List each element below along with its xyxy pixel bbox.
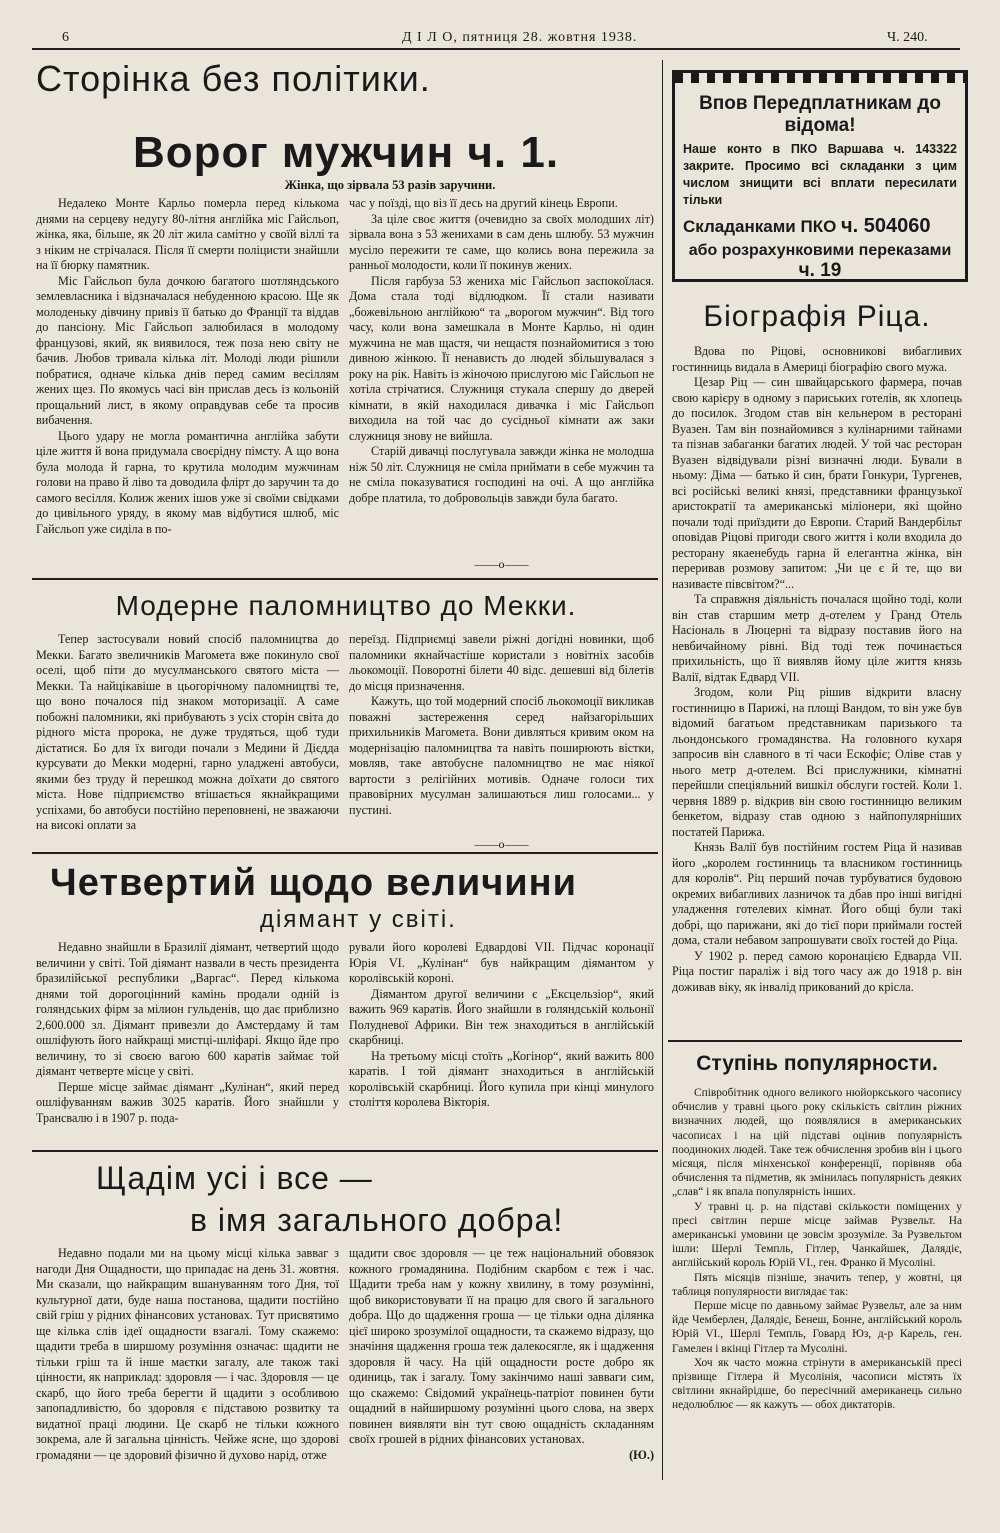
article5-body bbox=[672, 1086, 962, 1413]
paragraph: Старій дивачці послугувала завжди жінка не молодша ніж 50 літ. Служниця не сміла приймати в себе мужчин та не сміла показуватися господині на очі. А що англійка добре платила, то добровольців завжди була багато. bbox=[349, 444, 654, 505]
paragraph: Цього удару не могла романтична англійка забути ціле життя й вона придумала своєрідну пімсту. А що вона була молода й гарна, то крутила молодим мужчинам голови на право й ліво та доводила флірт до заручин та до самого весілля. Колиж жених ішов уже зі своїми свідками до цивільного уряду, в якому мав відбутися шлюб, міс Гайсльоп уже сиділа в по- bbox=[36, 428, 339, 536]
article-ritz-title: Біографія Ріца. bbox=[703, 300, 931, 333]
article3-subtitle: діямант у світі. bbox=[260, 906, 457, 933]
subscriber-notice-box bbox=[672, 70, 968, 282]
article-rule bbox=[668, 1040, 962, 1042]
paragraph: Недалеко Монте Карльо померла перед кількома днями на серцеву недугу 80-літня англійка міс Гайсльоп, жінка, яка, більше, як 20 літ жила самітно у своїй віллі та з ніким не стрічалася. Після її смерти поліцисти знайшли на її бюрку памятник. bbox=[36, 196, 339, 272]
paragraph: За ціле своє життя (очевидно за своїх молодших літ) зірвала вона з 53 женихами в сам день шлюбу. 53 мужчин мусіло пережити те саме, що колись вона пережила за ранньої молодости, коли її покинув жених. bbox=[349, 211, 654, 272]
notice-account-prefix: Складанками ПКО bbox=[683, 217, 837, 236]
paragraph: Співробітник одного великого нюйоркського часопису обчислив у травні цього року скількість світлин ріжних визначних людей, що появлялися в американських часописах і на цій підставі оцінив популярність поодиноких людей. Таке теж обчислення зробив він і цього місяця, після мінхенської конференції, порівняв оба обчислення та підметив, як змінилась популярність деяких „слав“ і як впала популярність інших. bbox=[672, 1087, 962, 1199]
decorative-border bbox=[675, 73, 965, 83]
column-divider bbox=[662, 60, 663, 1480]
article2-title: Модерне паломництво до Мекки. bbox=[115, 590, 577, 621]
article-ritz-body bbox=[672, 344, 962, 995]
paragraph: Діямантом другої величини є „Ексцельзіор“, який важить 969 каратів. Його знайшли в голяндській кольонії Полудневої Африки. Він теж знаходиться в англійській скарбниці. bbox=[349, 986, 654, 1047]
article4-title-line1: Щадім усі і все — bbox=[96, 1160, 373, 1196]
article2-col2 bbox=[349, 632, 654, 818]
paragraph: переїзд. Підприємці завели ріжні догідні новинки, щоб паломники якнайчастіше користали з новітніх засобів льокомоції. Поворотні білети 40 відс. дешевші від білетів до місця призначення. bbox=[349, 632, 654, 693]
paragraph: Згодом, коли Ріц рішив відкрити власну гостинницю в Парижі, на площі Вандом, то він уже був відомий багатьом представникам паризького та льондонського громадянства. На головного кухаря запросив він славного в ті часи Ескофіє; Оліве став у нього метр д-отелем. Всі прислужники, кімнатні перейшли спеціяльний вишкіл обслуги гостей. Коли 1. червня 1889 р. відкрив він свою гостинницю великим бенкетом, відразу став одною з найпопулярніших постатей Парижа. bbox=[672, 685, 962, 839]
notice-body: Наше конто в ПКО Варшава ч. 143322 закрите. Просимо всі складанки з цим числом знищити всі вплати пересилати тільки bbox=[683, 142, 957, 207]
paragraph: Недавно подали ми на цьому місці кілька завваг з нагоди Дня Ощадности, що припадає на день 31. жовтня. Ми сказали, що найкращим вшануванням того Дня, тої культурної дати, буде наша постанова, щадити постійно свій гріш у рідних фінансових установах. Тут присвятимо ще кілька слів ідеї ощадности взагалі. Тому скажемо: щадити треба в ширшому розуміння означає: щадити не тільки гріш та й інше маєтки загалу, але також такі цінности, як наприклад: здоровля — і час. Здоровля — це скарб, що його треба берегти й щадити з особливою запопадливістю, бо здоровля є підставою розвитку та видатної праці людини. Це скарб не тільки кожного зокрема, але й загальна цінність. Чейже ясне, що здорові громадяни — це здоровий фізично й духово нарід, отже bbox=[36, 1246, 339, 1462]
article1-col1 bbox=[36, 196, 339, 537]
article3-title: Четвертий щодо величини bbox=[50, 862, 577, 904]
article-rule bbox=[32, 1150, 658, 1152]
header-rule bbox=[32, 48, 960, 50]
paragraph: У 1902 р. перед самою коронацією Едварда VII. Ріца постиг параліж і від того часу аж до 1918 р. він доживав віку, як інвалід прикований до крісла. bbox=[672, 948, 962, 994]
signature: (Ю.) bbox=[629, 1447, 654, 1462]
paragraph: Недавно знайшли в Бразилії діямант, четвертий щодо величини у світі. Той діямант назвали в честь президента бразилійської республики „Варгас“. Перед кількома днями той дорогоцінний камінь продали одній із голяндських фірм за мілион гульденів, що дає приблизно 2,600.000 зл. Діямант привезли до Амстердаму й там ошліфують його найкращі мистці-шліфарі. Якщо йде про величину, то зі своєю вагою 600 каратів займає той діямант четверте місце у світі. bbox=[36, 940, 339, 1078]
article-rule bbox=[32, 852, 658, 854]
paragraph: Хоч як часто можна стрінути в американській пресі прізвище Гітлера й Мусолінія, часописи містять їх світлини якнайрідше, бо пересічний американець сильно недолюблює — як кажуть — обох диктаторів. bbox=[672, 1356, 962, 1412]
paragraph: Тепер застосували новий спосіб паломництва до Мекки. Багато звеличників Магомета вже покинуло свої оселі, щоб піти до мусулманського святого міста — Мекки. Та найцікавіше в цьогорічному паломництві те, що воно почалося під знаком моторизації. А саме побожні паломники, які прибувають з усіх сторін світа до рідного міста пророка, не дуже трудяться, щоб туди дістатися. Бо для їх вигоди почали з Медини й Дієдда курсувати до Мекки модерні, гарно уладжені автобуси, якими без труду й перешкод можна доїхати до святого міста. Нове підприємство втішається якнайкращими успіхами, бо автобуси постійно переповнені, не зважаючи на високі оплати за bbox=[36, 632, 339, 832]
article3-col1 bbox=[36, 940, 339, 1126]
paragraph: Цезар Ріц — син швайцарського фармера, почав свою карієру в одному з париських готелів, як хлопець до посилок. Згодом став він кельнером в ресторані Вуазен. Там він познайомився з кулінарними тайнами та пізнав забаганки багатих людей. У той час ресторан Вуазен відвідували різні визначні люди. Бували в ньому: Діма — батько й син, брати Гонкури, Тургенев, всі російські великі князі, представники французької аристократії та американські міліонери, які щойно почали тоді приїздити до Европи. Старий Вандербільт оповідав Ріцові пригоди свого життя і коли входила до ресторану якаенебудь гарна й елегантна жінка, він переривав розмову запитом: „Чи це є й те, що ви називаєте півсвітом?“... bbox=[672, 375, 962, 591]
paragraph: Кажуть, що той модерний спосіб льокомоції викликав поважні застереження серед найзагорільших прихильників Магомета. Вони дивляться кривим оком на модернізацію паломництва та навіть поширюють вістки, мовляв, таке автобусне паломництво не має ніякої вартости з релігійних мотивів. Одначе голоси тих правовірних мусулман залишаються лиш голосами... у пустині. bbox=[349, 694, 654, 817]
separator: ——o—— bbox=[474, 557, 529, 571]
paragraph: щадити своє здоровля — це теж національний обовязок кожного громадянина. Подібним скарбом є теж і час. Щадити треба нам у кожну хвилину, в тому розумінні, щоб використовувати її на працю для свого й загального добра. Що до щадження гроша — це тільки одна ділянка цієї широко зрозумілої ощадности, та скажемо відразу, що значіння щадження гроша теж далекосягле, як і щадження здоровля й часу. На цій ощадности росте добро як одиниць, так і загалу. Тому закінчимо наші завваги сим, що скажемо: Свідомий українець-патріот повинен бути ощадний в найширшому розумінні цього слова, на зверх повинен виявляти він тут свою ощадність складанням своїх грошей в рідних фінансових установах. bbox=[349, 1246, 654, 1446]
article4-col1 bbox=[36, 1246, 339, 1463]
paragraph: рували його королеві Едвардові VII. Підчас коронації Юрія VI. „Кулінан“ був найкращим діямантом у королівській короні. bbox=[349, 940, 654, 985]
article1-title: Ворог мужчин ч. 1. bbox=[132, 128, 560, 177]
paragraph: Та справжня діяльність почалася щойно тоді, коли він став старшим метр д-отелем у Гранд Отель Насіональ в Люцерні та відразу поставив його на невбичайному рівні. Від тоді теж починається прихильність, що її виявляв йому ціле життя князь Валії, відтак Едвард VII. bbox=[672, 592, 962, 684]
paragraph: Пять місяців пізніше, значить тепер, у жовтні, ця таблиця популярности виглядає так: bbox=[672, 1271, 962, 1298]
paragraph: Князь Валії був постійним гостем Ріца й називав його „королем гостинниць та власником гостинниць для королів“. Ріц перший почав турбуватися будовою окремих вибагливих лазничок та дбав про інші вигідні уладження готелевих кімнат. Його общі були такі добрі, що парижани, які до тієї пори приймали гостей дома, стали небавом запрошувати своїх гостей до Ріца. bbox=[672, 840, 962, 947]
paragraph: Перше місце займає діямант „Кулінан“, який перед ошліфуванням важив 3025 каратів. Його знайшли у Трансвалю і в 1907 р. пода- bbox=[36, 1079, 339, 1125]
article3-col2 bbox=[349, 940, 654, 1111]
article2-col1 bbox=[36, 632, 339, 834]
notice-account-number: ч. 504060 bbox=[841, 215, 931, 237]
issue-number: Ч. 240. bbox=[887, 30, 928, 45]
paragraph: час у поїзді, що віз її десь на другий кінець Европи. bbox=[349, 196, 618, 210]
article-rule bbox=[32, 578, 658, 580]
paragraph: Вдова по Ріцові, основникові вибагливих гостинниць видала в Америці біографію свого мужа. bbox=[672, 344, 962, 374]
article4-col2 bbox=[349, 1246, 654, 1463]
article4-title-line2: в імя загального добра! bbox=[190, 1202, 564, 1238]
article1-col2 bbox=[349, 196, 654, 506]
notice-account-line bbox=[675, 209, 965, 238]
section-title: Сторінка без політики. bbox=[36, 58, 431, 99]
article5-title: Ступінь популярности. bbox=[696, 1052, 938, 1075]
masthead: Д І Л О, пятниця 28. жовтня 1938. bbox=[402, 30, 638, 45]
paragraph: На третьому місці стоїть „Когінор“, який важить 800 каратів. І той діямант знаходиться в англійській королівській скарбниці. Його купила при кінці минулого століття королева Вікторія. bbox=[349, 1048, 654, 1109]
paragraph: Міс Гайсльоп була дочкою багатого шотляндського землевласника і відзначалася небуденною красою. Ще як молоденьку дівчину привіз її батько до Франції та віддав до пансіону. Міс Гайсльоп залюбилася в молодому французові, який, як виявилося, теж поза нею світу не бачив. Любов тривала кілька літ. Молоді люди рішили побратися, одначе кілька днів перед самим весіллям жених щез. По якомусь часі він прислав десь із кольоній прощальний лист, в якому оправдував себе та просив вибачення. bbox=[36, 273, 339, 427]
notice-alt-number: ч. 19 bbox=[798, 260, 842, 281]
paragraph: У травні ц. р. на підставі скількости поміщених у пресі світлин перше місце займав Рузвельт. На американські умовини це зовсім зрозуміле. За Рузвельтом ішли: Шерлі Темпль, Гітлер, Чанкайшек, Далядіє, англійський король Юрій VI., ген. Франко й Мусоліні. bbox=[672, 1200, 962, 1270]
article1-subtitle: Жінка, що зірвала 53 разів заручини. bbox=[284, 178, 496, 192]
notice-headline: Впов Передплатникам до відома! bbox=[699, 93, 941, 136]
separator: ——o—— bbox=[474, 837, 529, 851]
paragraph: Після гарбуза 53 жениха міс Гайсльоп заспокоїлася. Дома стала тоді відлюдком. Її стали називати „божевільною англійкою“ та „ворогом мужчин“. Від того часу, коли вона замешкала в Монте Карльо, ні один мужчина не мав щастя, чи нещастя познайомитися з тою дивною жінкою. Її ненависть до людей збільшувалася з року на рік. Навіть із жіночою прислугою міс Гайсльоп не хотіла стрічатися. Служниця стукала спершу до дверей кімнати, в якій находилася дивачка і міс Гайсльоп виходила на той час до сусідньої кімнати аж заки служниця знову не вийшла. bbox=[349, 273, 654, 443]
notice-alt-line: або розрахунковими переказами bbox=[688, 242, 952, 259]
paragraph: Перше місце по давньому займає Рузвельт, але за ним йде Чемберлен, Далядіє, Бенеш, Бонне, англійський король Юрій VI., Шерлі Темпль, Говард Юз, д-р Карель, ген. Гамелен і вкінці Гітлер та Мусоліні. bbox=[672, 1300, 962, 1355]
page-number: 6 bbox=[62, 30, 69, 45]
